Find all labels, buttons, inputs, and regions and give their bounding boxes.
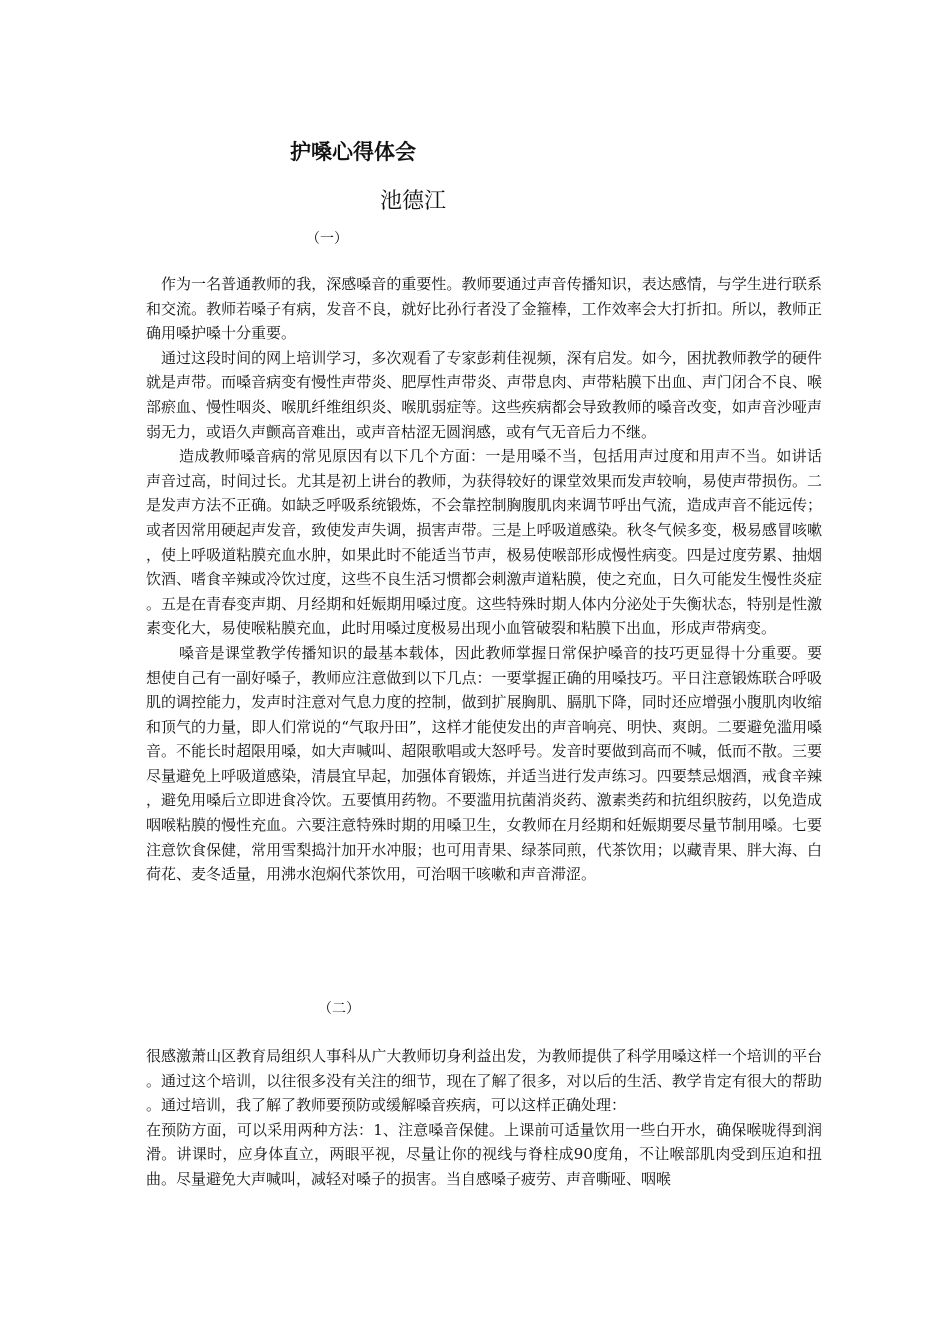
section-marker-2: （二） [318, 1001, 360, 1017]
section-marker-1: （一） [306, 231, 348, 247]
author-name: 池德江 [380, 189, 447, 214]
section-1-body [146, 272, 822, 887]
section-2-body [146, 1044, 822, 1192]
document-title: 护嗓心得体会 [290, 139, 416, 164]
paragraph-4: 嗓音是课堂教学传播知识的最基本载体，因此教师掌握日常保护嗓音的技巧更显得十分重要。要想使自己有一副好嗓子，教师应注意做到以下几点：一要掌握正确的用嗓技巧。平日注意锻炼联合呼吸肌的调控能力，发声时注意对气息力度的控制，做到扩展胸肌、膈肌下降，同时还应增强小腹肌肉收缩和顶气的力量，即人们常说的“气取丹田”，这样才能使发出的声音响亮、明快、爽朗。二要避免滥用嗓音。不能长时超限用嗓，如大声喊叫、超限歌唱或大怒呼号。发音时要做到高而不喊，低而不散。三要尽量避免上呼吸道感染，清晨宜早起，加强体育锻炼，并适当进行发声练习。四要禁忌烟酒，戒食辛辣，避免用嗓后立即进食冷饮。五要慎用药物。不要滥用抗菌消炎药、激素类药和抗组织胺药，以免造成咽喉粘膜的慢性充血。六要注意特殊时期的用嗓卫生，女教师在月经期和妊娠期要尽量节制用嗓。七要注意饮食保健，常用雪梨捣汁加开水冲服；也可用青果、绿茶同煎，代茶饮用；以藏青果、胖大海、白荷花、麦冬适量，用沸水泡焖代茶饮用，可治咽干咳嗽和声音滞涩。 [146, 643, 822, 884]
paragraph-2: 通过这段时间的网上培训学习，多次观看了专家彭莉佳视频，深有启发。如今，困扰教师教学的硬件就是声带。而嗓音病变有慢性声带炎、肥厚性声带炎、声带息肉、声带粘膜下出血、声门闭合不良、喉部瘀血、慢性咽炎、喉肌纤维组织炎、喉肌弱症等。这些疾病都会导致教师的嗓音改变，如声音沙哑声弱无力，或语久声颤高音难出，或声音枯涩无圆润感，或有气无音后力不继。 [146, 348, 822, 441]
paragraph-5: 很感激萧山区教育局组织人事科从广大教师切身利益出发，为教师提供了科学用嗓这样一个培训的平台。通过这个培训，以往很多没有关注的细节，现在了解了很多，对以后的生活、教学肯定有很大的帮助。通过培训，我了解了教师要预防或缓解嗓音疾病，可以这样正确处理： [146, 1047, 822, 1115]
paragraph-3: 造成教师嗓音病的常见原因有以下几个方面：一是用嗓不当，包括用声过度和用声不当。如讲话声音过高，时间过长。尤其是初上讲台的教师，为获得较好的课堂效果而发声较响，易使声带损伤。二是发声方法不正确。如缺乏呼吸系统锻炼，不会靠控制胸腹肌肉来调节呼出气流，造成声音不能远传；或者因常用硬起声发音，致使发声失调，损害声带。三是上呼吸道感染。秋冬气候多变，极易感冒咳嗽，使上呼吸道粘膜充血水肿，如果此时不能适当节声，极易使喉部形成慢性病变。四是过度劳累、抽烟饮酒、嗜食辛辣或冷饮过度，这些不良生活习惯都会刺激声道粘膜，使之充血，日久可能发生慢性炎症。五是在青春变声期、月经期和妊娠期用嗓过度。这些特殊时期人体内分泌处于失衡状态，特别是性激素变化大，易使喉粘膜充血，此时用嗓过度极易出现小血管破裂和粘膜下出血，形成声带病变。 [146, 447, 822, 638]
paragraph-1: 作为一名普通教师的我，深感嗓音的重要性。教师要通过声音传播知识，表达感情，与学生进行联系和交流。教师若嗓子有病，发音不良，就好比孙行者没了金箍棒，工作效率会大打折扣。所以，教师正确用嗓护嗓十分重要。 [146, 275, 822, 343]
paragraph-6: 在预防方面，可以采用两种方法：1、注意嗓音保健。上课前可适量饮用一些白开水，确保喉咙得到润滑。讲课时，应身体直立，两眼平视，尽量让你的视线与脊柱成90度角，不让喉部肌肉受到压迫和扭曲。尽量避免大声喊叫，减轻对嗓子的损害。当自感嗓子疲劳、声音嘶哑、咽喉 [146, 1120, 822, 1188]
